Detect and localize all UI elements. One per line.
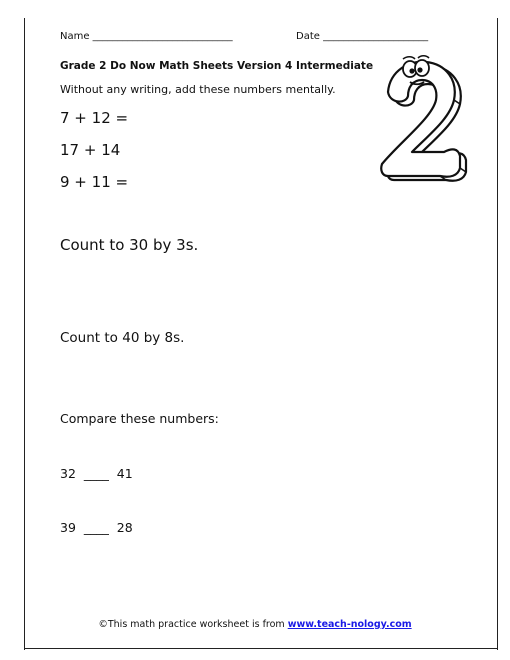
cartoon-number-two-icon: [376, 52, 472, 188]
problem-3: 9 + 11 =: [60, 173, 129, 191]
instructions: Without any writing, add these numbers mentally.: [60, 83, 336, 96]
problem-1: 7 + 12 =: [60, 109, 129, 127]
footer-text: ©This math practice worksheet is from: [98, 619, 288, 630]
count-by-3s: Count to 30 by 3s.: [60, 236, 199, 254]
worksheet-title: Grade 2 Do Now Math Sheets Version 4 Intermediate: [60, 60, 374, 72]
compare-heading: Compare these numbers:: [60, 411, 219, 426]
footer: [0, 619, 510, 630]
compare-row-2: 39 ____ 28: [60, 520, 133, 535]
footer-link[interactable]: www.teach-nology.com: [287, 619, 412, 630]
compare-row-1: 32 ____ 41: [60, 466, 133, 481]
page-frame-bottom: [24, 648, 498, 649]
name-field-label: Name ____________________________: [60, 31, 233, 42]
problem-2: 17 + 14: [60, 141, 121, 159]
count-by-8s: Count to 40 by 8s.: [60, 330, 185, 346]
date-field-label: Date _____________________: [296, 31, 429, 42]
